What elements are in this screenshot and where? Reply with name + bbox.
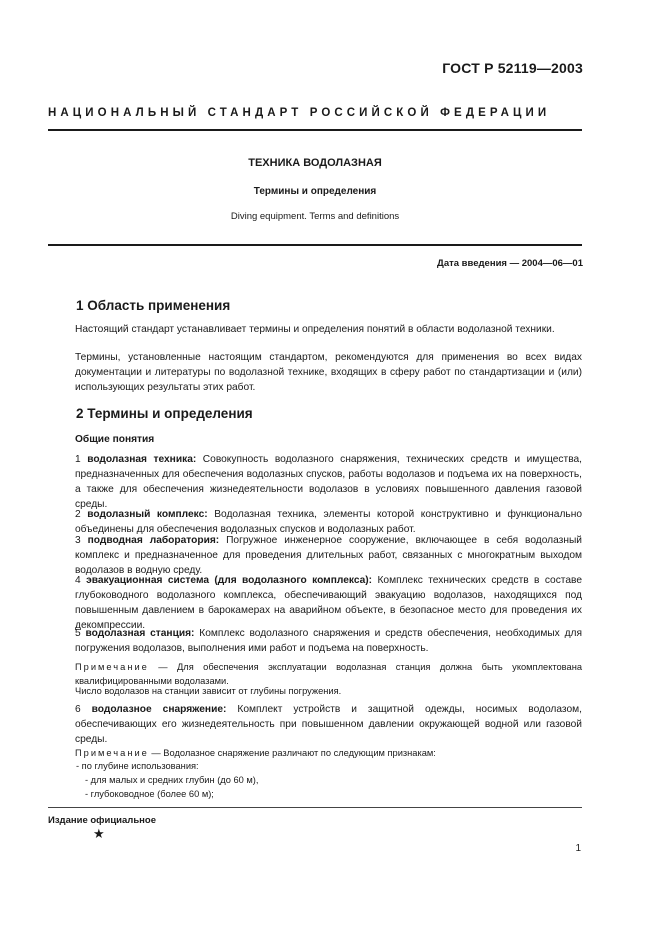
term-4: 4 эвакуационная система (для водолазного комплекса): Комплекс технических средств в составе глубоководного водолазного комплекса, обеспечивающий эвакуацию водолазов, находящихся под повышенным давлением в барокамерах на аварийном объекте, в безопасное место для проведения их декомпрессии. bbox=[75, 575, 582, 631]
page-number: 1 bbox=[575, 843, 581, 854]
term-5: 5 водолазная станция: Комплекс водолазного снаряжения и средств обеспечения, необходимых для погружения водолазов, выполнения ими работ и подъема на поверхность. bbox=[75, 628, 582, 654]
section-heading-scope: 1 Область применения bbox=[76, 298, 231, 313]
footer-divider bbox=[48, 807, 582, 808]
term-2: 2 водолазный комплекс: Водолазная техника, элементы которой конструктивно и функционально объединены для обеспечения водолазных спусков и водолазных работ. bbox=[75, 509, 582, 535]
edition-label: Издание официальное bbox=[48, 815, 156, 826]
title-divider bbox=[48, 244, 582, 246]
term-6: 6 водолазное снаряжение: Комплект устройств и защитной одежды, носимых водолазом, обеспечивающих его жизнедеятельность при повышенном давлении окружающей водной или газовой среды. bbox=[75, 704, 582, 745]
section-heading-terms: 2 Термины и определения bbox=[76, 406, 253, 421]
scope-paragraph-1: Настоящий стандарт устанавливает термины и определения понятий в области водолазной техники. bbox=[75, 324, 555, 335]
note-1-extra: Число водолазов на станции зависит от глубины погружения. bbox=[75, 686, 342, 696]
scope-paragraph-2: Термины, установленные настоящим стандартом, рекомендуются для применения во всех видах документации и литературы по водолазной технике, входящих в сферу работ по стандартизации и (или) использующих результаты этих работ. bbox=[75, 352, 582, 393]
document-number: ГОСТ Р 52119—2003 bbox=[442, 60, 583, 76]
document-subtitle: Термины и определения bbox=[253, 186, 377, 197]
subheading-general-concepts: Общие понятия bbox=[75, 434, 155, 445]
term-1: 1 водолазная техника: Совокупность водолазного снаряжения, технических средств и имущества, предназначенных для обеспечения водолазных спусков, работы водолазов и подъема их на поверхность, а также для обеспечения жизнедеятельности водолазов в условиях повышенного давления газовой среды. bbox=[75, 454, 582, 510]
top-divider bbox=[48, 129, 582, 131]
introduction-date: Дата введения — 2004—06—01 bbox=[437, 258, 583, 269]
list-item: - по глубине использования: bbox=[76, 761, 199, 771]
note-2-list bbox=[48, 759, 582, 801]
star-icon: ★ bbox=[93, 826, 105, 841]
national-standard-banner: НАЦИОНАЛЬНЫЙ СТАНДАРТ РОССИЙСКОЙ ФЕДЕРАЦИИ bbox=[48, 107, 551, 119]
list-item: - глубоководное (более 60 м); bbox=[85, 789, 214, 799]
note-1: Примечание — Для обеспечения эксплуатации водолазная станция должна быть укомплектована квалифицированными водолазами. bbox=[75, 662, 582, 686]
term-3: 3 подводная лаборатория: Погружное инженерное сооружение, включающее в себя водолазный комплекс и предназначенное для проведения длительных работ, связанных с многократным выходом водолазов в водную среду. bbox=[75, 535, 582, 576]
english-title: Diving equipment. Terms and definitions bbox=[230, 211, 400, 222]
document-title: ТЕХНИКА ВОДОЛАЗНАЯ bbox=[248, 157, 382, 169]
note-2: Примечание — Водолазное снаряжение различают по следующим признакам: bbox=[75, 748, 436, 758]
list-item: - для малых и средних глубин (до 60 м), bbox=[85, 775, 259, 785]
